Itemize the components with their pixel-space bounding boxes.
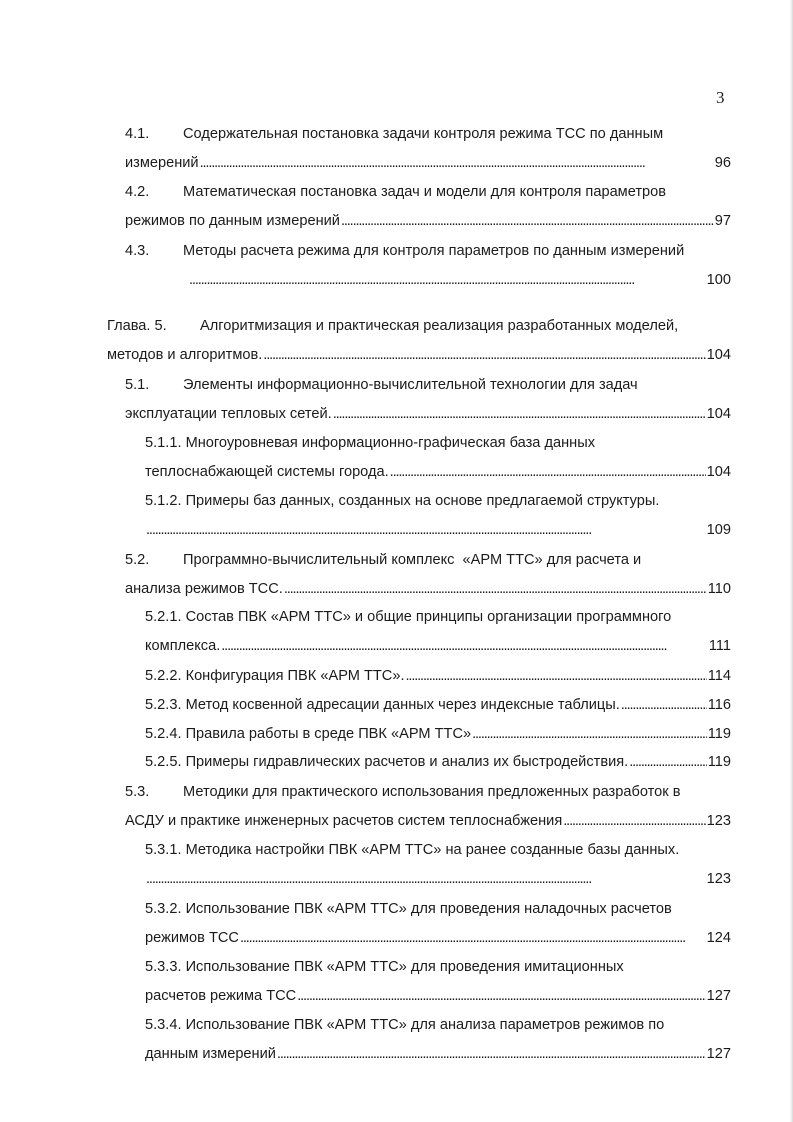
toc-entry-title: Элементы информационно-вычислительной технологии для задач — [183, 377, 638, 393]
toc-entry-title: 5.2.5. Примеры гидравлических расчетов и анализ их быстродействия. — [145, 754, 629, 770]
toc-page-number: 119 — [707, 754, 731, 770]
toc-entry-continuation — [125, 211, 731, 231]
toc-entry-5-2-2 — [145, 666, 731, 686]
dot-leader — [146, 520, 706, 540]
toc-entry-5-1-1 — [145, 433, 731, 453]
toc-page-number: 114 — [707, 668, 731, 684]
toc-page-number: 96 — [714, 155, 731, 171]
dot-leader — [263, 345, 705, 365]
toc-page-number: 123 — [706, 813, 731, 829]
dot-leader — [406, 666, 707, 686]
toc-entry-title: режимов по данным измерений — [125, 213, 340, 229]
toc-entry-title: 5.1.1. Многоуровневая информационно-графическая база данных — [145, 435, 596, 451]
toc-entry-title: Методы расчета режима для контроля параметров по данным измерений — [183, 243, 685, 259]
toc-entry-4-2 — [125, 182, 731, 202]
toc-page-number: 109 — [706, 522, 731, 538]
toc-entry-continuation — [145, 869, 731, 889]
toc-entry-title: Содержательная постановка задачи контроля режима ТСС по данным — [183, 126, 664, 142]
dot-leader — [240, 928, 706, 948]
toc-page-number: 110 — [707, 581, 731, 597]
toc-entry-title: 5.1.2. Примеры баз данных, созданных на основе предлагаемой структуры. — [145, 493, 660, 509]
toc-entry-5-2-5 — [145, 752, 731, 772]
toc-page-number: 104 — [706, 464, 731, 480]
toc-entry-title: 5.3.3. Использование ПВК «АРМ ТТС» для проведения имитационных — [145, 959, 624, 975]
toc-entry-title: Алгоритмизация и практическая реализация разработанных моделей, — [200, 318, 679, 334]
toc-entry-4-1 — [125, 124, 731, 144]
toc-page-number: 111 — [708, 638, 731, 654]
toc-entry-continuation — [125, 153, 731, 173]
toc-entry-title: 5.3.4. Использование ПВК «АРМ ТТС» для анализа параметров режимов по — [145, 1017, 665, 1033]
toc-entry-5-1 — [125, 375, 731, 395]
toc-entry-title: Математическая постановка задач и модели для контроля параметров — [183, 184, 667, 200]
toc-entry-5-3-1 — [145, 840, 731, 860]
toc-entry-5-3-2 — [145, 899, 731, 919]
dot-leader — [297, 986, 705, 1006]
toc-entry-continuation — [145, 1044, 731, 1064]
dot-leader — [277, 1044, 706, 1064]
toc-entry-continuation — [145, 986, 731, 1006]
dot-leader — [333, 404, 706, 424]
toc-entry-5-2 — [125, 550, 731, 570]
toc-entry-continuation — [145, 636, 731, 656]
toc-section-number: 4.3. — [125, 243, 150, 259]
toc-chapter-5 — [107, 316, 731, 336]
toc-entry-5-1-2 — [145, 491, 731, 511]
dot-leader — [146, 869, 706, 889]
toc-entry-title: анализа режимов ТСС. — [125, 581, 283, 597]
toc-entry-title: эксплуатации тепловых сетей. — [125, 406, 332, 422]
toc-entry-title: данным измерений — [145, 1046, 276, 1062]
toc-entry-continuation — [145, 928, 731, 948]
toc-entry-continuation — [145, 462, 731, 482]
dot-leader — [221, 636, 708, 656]
toc-page-number: 116 — [707, 697, 731, 713]
dot-leader — [390, 462, 706, 482]
toc-section-number: 5.1. — [125, 377, 150, 393]
dot-leader — [284, 579, 707, 599]
toc-section-number: 5.2. — [125, 552, 150, 568]
dot-leader — [472, 724, 707, 744]
toc-entry-5-3-4 — [145, 1015, 731, 1035]
dot-leader — [621, 695, 707, 715]
toc-entry-5-2-4 — [145, 724, 731, 744]
dot-leader — [341, 211, 714, 231]
toc-page-number: 100 — [706, 272, 731, 288]
dot-leader — [563, 811, 705, 831]
toc-page-number: 104 — [706, 347, 731, 363]
toc-section-number: 5.3. — [125, 784, 150, 800]
toc-section-number: 4.2. — [125, 184, 150, 200]
toc-entry-continuation — [125, 404, 731, 424]
page-number: 3 — [716, 88, 725, 107]
dot-leader — [189, 270, 706, 290]
toc-entry-title: Методики для практического использования предложенных разработок в — [183, 784, 681, 800]
toc-entry-title: 5.3.1. Методика настройки ПВК «АРМ ТТС» на ранее созданные базы данных. — [145, 842, 680, 858]
toc-entry-title: 5.2.1. Состав ПВК «АРМ ТТС» и общие принципы организации программного — [145, 609, 672, 625]
toc-entry-continuation — [145, 520, 731, 540]
toc-entry-4-3 — [125, 241, 738, 261]
toc-entry-title: комплекса. — [145, 638, 221, 654]
toc-entry-continuation — [125, 579, 731, 599]
toc-page-number: 127 — [706, 1046, 731, 1062]
toc-page-number: 119 — [707, 726, 731, 742]
toc-entry-5-3 — [125, 782, 735, 802]
toc-entry-title: 5.2.4. Правила работы в среде ПВК «АРМ ТТС» — [145, 726, 472, 742]
toc-page-number: 97 — [714, 213, 731, 229]
dot-leader — [200, 153, 714, 173]
toc-entry-title: АСДУ и практике инженерных расчетов систем теплоснабжения — [125, 813, 563, 829]
toc-entry-title: измерений — [125, 155, 199, 171]
toc-page-number: 127 — [706, 988, 731, 1004]
toc-page-number: 124 — [706, 930, 731, 946]
toc-entry-continuation — [188, 270, 731, 290]
toc-entry-continuation — [125, 811, 731, 831]
toc-page-number: 123 — [706, 871, 731, 887]
toc-entry-title: 5.2.3. Метод косвенной адресации данных через индексные таблицы. — [145, 697, 620, 713]
toc-section-number: 4.1. — [125, 126, 150, 142]
toc-entry-5-2-3 — [145, 695, 731, 715]
toc-entry-continuation — [107, 345, 731, 365]
toc-entry-title: теплоснабжающей системы города. — [145, 464, 389, 480]
toc-entry-title: расчетов режима ТСС — [145, 988, 297, 1004]
toc-entry-title: Программно-вычислительный комплекс «АРМ ТТС» для расчета и — [183, 552, 642, 568]
toc-entry-title: 5.3.2. Использование ПВК «АРМ ТТС» для проведения наладочных расчетов — [145, 901, 672, 917]
toc-entry-title: 5.2.2. Конфигурация ПВК «АРМ ТТС». — [145, 668, 405, 684]
dot-leader — [629, 752, 707, 772]
toc-entry-title: методов и алгоритмов. — [107, 347, 263, 363]
toc-entry-5-3-3 — [145, 957, 731, 977]
toc-entry-title: режимов ТСС — [145, 930, 239, 946]
toc-chapter-number: Глава. 5. — [107, 318, 167, 334]
toc-entry-5-2-1 — [145, 607, 731, 627]
toc-page-number: 104 — [706, 406, 731, 422]
